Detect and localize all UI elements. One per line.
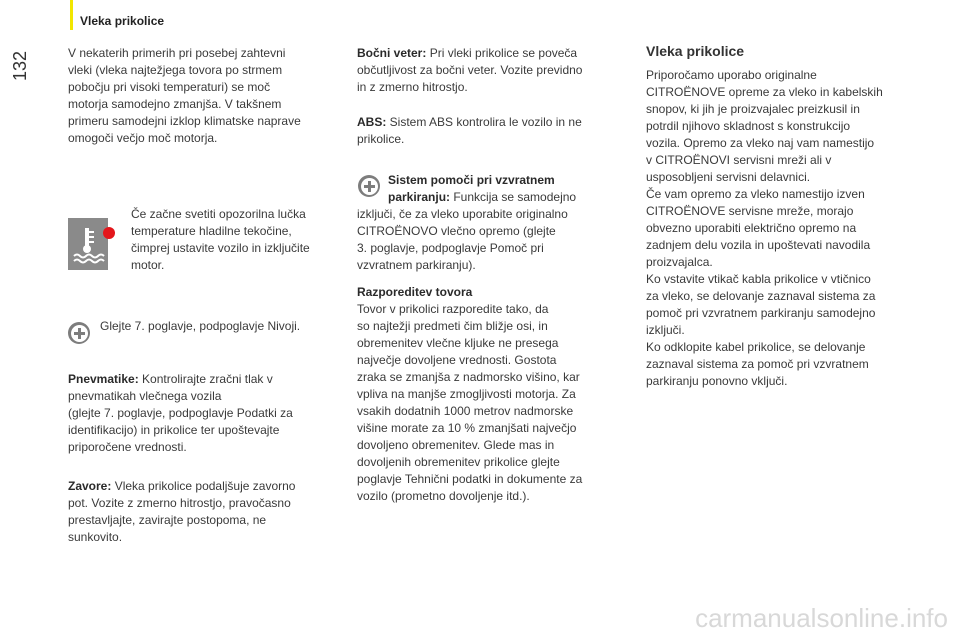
text-line: prestavljajte, zavirajte postopoma, ne — [68, 513, 267, 527]
text-line: Vleka prikolice podaljšuje zavorno — [111, 479, 296, 493]
text-line: vozila. Opremo za vleko naj vam namestijo — [646, 136, 875, 150]
text-line: omogoči večjo moč motorja. — [68, 131, 218, 145]
coolant-warning-text — [131, 206, 341, 274]
text-line: 3. poglavje, podpoglavje Pomoč pri — [357, 241, 544, 255]
text-line: prikolice. — [357, 132, 405, 146]
text-line: obvezno uporabiti električno opremo na — [646, 221, 857, 235]
tyres-paragraph — [68, 371, 338, 456]
text-line: snopov, ki jih je proizvajalec preizkusil in — [646, 102, 860, 116]
text-line: in z zmerno hitrostjo. — [357, 80, 468, 94]
text-line: primeru samodejni izklop klimatske naprave — [68, 114, 301, 128]
text-line: motorja samodejno zmanjša. V takšnem — [68, 97, 282, 111]
text-line: temperature hladilne tekočine, — [131, 224, 292, 238]
intro-paragraph — [68, 45, 338, 147]
text-line: vleki (vleka najtežjega tovora po strmem — [68, 63, 283, 77]
text-line: parkiranju ponovno vključi. — [646, 374, 788, 388]
text-line: (glejte 7. poglavje, podpoglavje Podatki za — [68, 406, 293, 420]
crosswind-label: Bočni veter: — [357, 46, 427, 60]
text-line: Priporočamo uporabo originalne — [646, 68, 817, 82]
load-distribution-title: Razporeditev tovora — [357, 285, 473, 299]
text-line: potrdil njihovo skladnost s konstrukcijo — [646, 119, 851, 133]
text-line: Ko vstavite vtikač kabla prikolice v vtičnico — [646, 272, 871, 286]
thermometer-icon — [68, 218, 108, 270]
text-line: sunkovito. — [68, 530, 123, 544]
text-line: CITROËNOVE opreme za vleko in kabelskih — [646, 85, 883, 99]
text-line: poglavje Tehnični podatki in dokumente za — [357, 472, 583, 486]
abs-label: ABS: — [357, 115, 387, 129]
text-line: usposobljeni servisni delavnici. — [646, 170, 811, 184]
text-line: dovoljenih obremenitev prikolice glejte — [357, 455, 560, 469]
text-line: v CITROËNOVI servisni mreži ali v — [646, 153, 832, 167]
text-line: so najtežji predmeti čim bližje osi, in — [357, 319, 548, 333]
load-distribution-paragraph — [357, 284, 622, 505]
text-line: identifikacijo) in prikolice ter upoštevajte — [68, 423, 280, 437]
text-line: Ko odklopite kabel prikolice, se delovanje — [646, 340, 866, 354]
parking-assist-label: parkiranju: — [388, 190, 451, 204]
text-line: pot. Vozite z zmerno hitrostjo, pravočasno — [68, 496, 291, 510]
text-line: zraka se zmanjša z nadmorsko višino, kar — [357, 370, 580, 384]
brakes-paragraph — [68, 478, 338, 546]
header-accent-bar — [70, 0, 73, 30]
text-line: Če začne svetiti opozorilna lučka — [131, 207, 306, 221]
page-number: 132 — [10, 50, 30, 82]
text-line: Tovor v prikolici razporedite tako, da — [357, 302, 549, 316]
text-line: zaznaval sistema za pomoč pri vzvratnem — [646, 357, 869, 371]
text-line: višine morate za 10 % zmanjšati največjo — [357, 421, 577, 435]
parking-assist-label: Sistem pomoči pri vzvratnem — [388, 173, 555, 187]
text-line: dovoljeno obremenitev. Glede mas in — [357, 438, 555, 452]
text-line: izključi, če za vleko uporabite originalno — [357, 207, 568, 221]
text-line: V nekaterih primerih pri posebej zahtevni — [68, 46, 286, 60]
text-line: pomoč pri vzvratnem parkiranju samodejno — [646, 306, 876, 320]
text-line: Kontrolirajte zračni tlak v — [138, 372, 273, 386]
section-title: Vleka prikolice — [646, 43, 745, 59]
text-line: Če vam opremo za vleko namestijo izven — [646, 187, 865, 201]
text-line: priporočene vrednosti. — [68, 440, 187, 454]
text-line: CITROËNOVO vlečno opremo (glejte — [357, 224, 556, 238]
crosswind-paragraph — [357, 45, 622, 96]
text-line: občutljivost za bočni veter. Vozite previdno — [357, 63, 583, 77]
text-line: Sistem ABS kontrolira le vozilo in ne — [386, 115, 582, 129]
text-line: obremenitev vlečne kljuke ne presega — [357, 336, 559, 350]
text-line: Pri vleki prikolice se poveča — [426, 46, 578, 60]
text-line: izključi. — [646, 323, 685, 337]
text-line: vzvratnem parkiranju). — [357, 258, 476, 272]
text-line: vsakih dodatnih 1000 metrov nadmorske — [357, 404, 574, 418]
text-line: vpliva na manjše zmogljivosti motorja. Za — [357, 387, 576, 401]
text-line: čimprej ustavite vozilo in izključite — [131, 241, 310, 255]
brakes-label: Zavore: — [68, 479, 112, 493]
parking-assist-paragraph — [357, 172, 622, 274]
watermark: carmanualsonline.info — [695, 603, 948, 633]
text-line: največje dovoljene vrednosti. Gostota — [357, 353, 557, 367]
text-line: proizvajalca. — [646, 255, 713, 269]
text-line: motor. — [131, 258, 165, 272]
text-line: za vleko, se delovanje zaznaval sistema za — [646, 289, 876, 303]
text-line: Funkcija se samodejno — [450, 190, 577, 204]
text-line: zadnjem delu vozila in upoštevati navodila — [646, 238, 871, 252]
tyres-label: Pnevmatike: — [68, 372, 139, 386]
page-header-title: Vleka prikolice — [80, 14, 165, 28]
text-line: vozilo (prometno dovoljenje itd.). — [357, 489, 530, 503]
abs-paragraph — [357, 114, 622, 148]
text-line: CITROËNOVE servisne mreže, morajo — [646, 204, 854, 218]
text-line: pnevmatikah vlečnega vozila — [68, 389, 222, 403]
warning-light-icon — [103, 227, 115, 239]
plus-icon — [68, 322, 90, 344]
see-also-levels: Glejte 7. poglavje, podpoglavje Nivoji. — [100, 319, 301, 333]
text-line: pobočju pri visoki temperaturi) se moč — [68, 80, 271, 94]
coolant-temperature-warning-icon — [68, 218, 108, 270]
towing-paragraph — [646, 67, 916, 390]
